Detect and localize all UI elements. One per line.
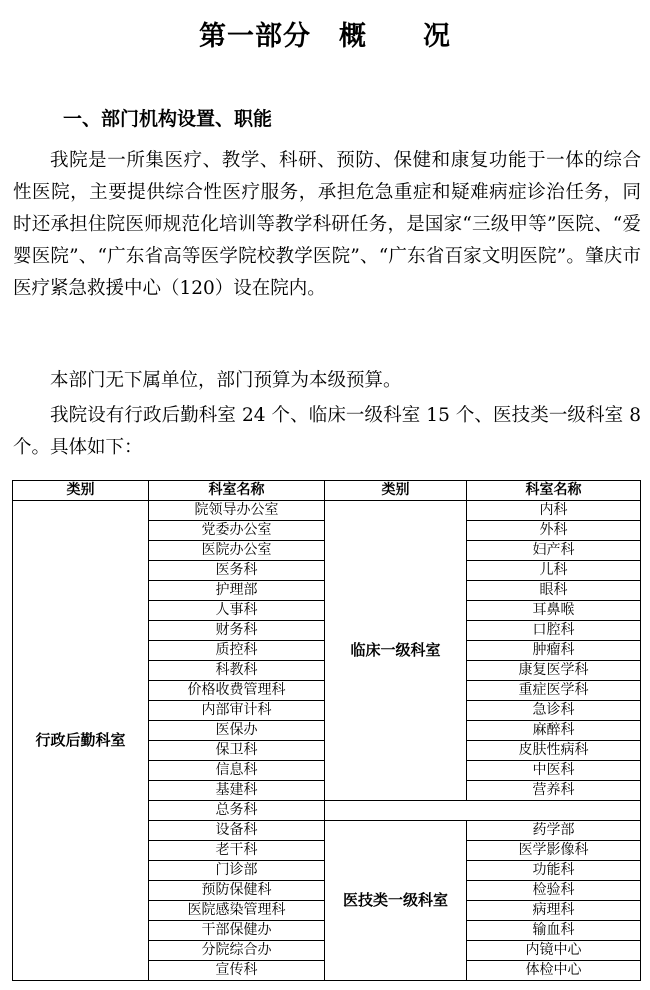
department-name: 内镜中心	[467, 941, 641, 961]
department-name: 总务科	[149, 801, 325, 821]
department-name: 营养科	[467, 781, 641, 801]
header-dept-left: 科室名称	[149, 481, 325, 501]
intro-paragraph: 我院是一所集医疗、教学、科研、预防、保健和康复功能于一体的综合性医院，主要提供综合性医疗服务，承担危急重症和疑难病症诊治任务，同时还承担住院医师规范化培训等教学科研任务，是国家“三级甲等”医院、“爱婴医院”、“广东省高等医学院校教学医院”、“广东省百家文明医院”。肇庆市医疗紧急救援中心（120）设在院内。	[13, 150, 641, 299]
department-name: 科教科	[149, 661, 325, 681]
department-name: 门诊部	[149, 861, 325, 881]
department-name: 价格收费管理科	[149, 681, 325, 701]
department-name: 口腔科	[467, 621, 641, 641]
department-name: 体检中心	[467, 961, 641, 981]
department-count-paragraph: 我院设有行政后勤科室 24 个、临床一级科室 15 个、医技类一级科室 8 个。具体如下：	[13, 405, 641, 458]
department-name: 外科	[467, 521, 641, 541]
department-name: 护理部	[149, 581, 325, 601]
department-name: 设备科	[149, 821, 325, 841]
department-name: 信息科	[149, 761, 325, 781]
department-name: 医务科	[149, 561, 325, 581]
department-table	[12, 480, 641, 981]
table-row	[13, 501, 641, 521]
header-dept-right: 科室名称	[467, 481, 641, 501]
department-name: 财务科	[149, 621, 325, 641]
department-name: 肿瘤科	[467, 641, 641, 661]
department-table-body	[13, 501, 641, 981]
empty-cell	[325, 801, 641, 821]
page-title: 第一部分 概 况	[199, 21, 451, 52]
department-name: 急诊科	[467, 701, 641, 721]
category-admin-logistics: 行政后勤科室	[13, 501, 149, 981]
department-name: 康复医学科	[467, 661, 641, 681]
department-name: 输血科	[467, 921, 641, 941]
department-name: 医院办公室	[149, 541, 325, 561]
category-medtech: 医技类一级科室	[325, 821, 467, 981]
category-clinical: 临床一级科室	[325, 501, 467, 801]
department-name: 保卫科	[149, 741, 325, 761]
department-name: 人事科	[149, 601, 325, 621]
budget-paragraph: 本部门无下属单位，部门预算为本级预算。	[50, 370, 402, 391]
department-name: 院领导办公室	[149, 501, 325, 521]
department-name: 耳鼻喉	[467, 601, 641, 621]
department-name: 质控科	[149, 641, 325, 661]
department-name: 内部审计科	[149, 701, 325, 721]
department-name: 分院综合办	[149, 941, 325, 961]
department-name: 医学影像科	[467, 841, 641, 861]
department-name: 预防保健科	[149, 881, 325, 901]
header-category-left: 类别	[13, 481, 149, 501]
department-name: 宣传科	[149, 961, 325, 981]
department-name: 内科	[467, 501, 641, 521]
department-name: 干部保健办	[149, 921, 325, 941]
department-name: 重症医学科	[467, 681, 641, 701]
department-name: 病理科	[467, 901, 641, 921]
department-name: 药学部	[467, 821, 641, 841]
department-name: 医院感染管理科	[149, 901, 325, 921]
department-name: 老干科	[149, 841, 325, 861]
department-name: 儿科	[467, 561, 641, 581]
table-header-row	[13, 481, 641, 501]
department-name: 医保办	[149, 721, 325, 741]
department-name: 皮肤性病科	[467, 741, 641, 761]
department-name: 中医科	[467, 761, 641, 781]
department-name: 妇产科	[467, 541, 641, 561]
department-name: 麻醉科	[467, 721, 641, 741]
header-category-right: 类别	[325, 481, 467, 501]
department-name: 功能科	[467, 861, 641, 881]
department-name: 基建科	[149, 781, 325, 801]
department-name: 检验科	[467, 881, 641, 901]
section-heading: 一、部门机构设置、职能	[63, 108, 273, 130]
department-name: 眼科	[467, 581, 641, 601]
department-name: 党委办公室	[149, 521, 325, 541]
